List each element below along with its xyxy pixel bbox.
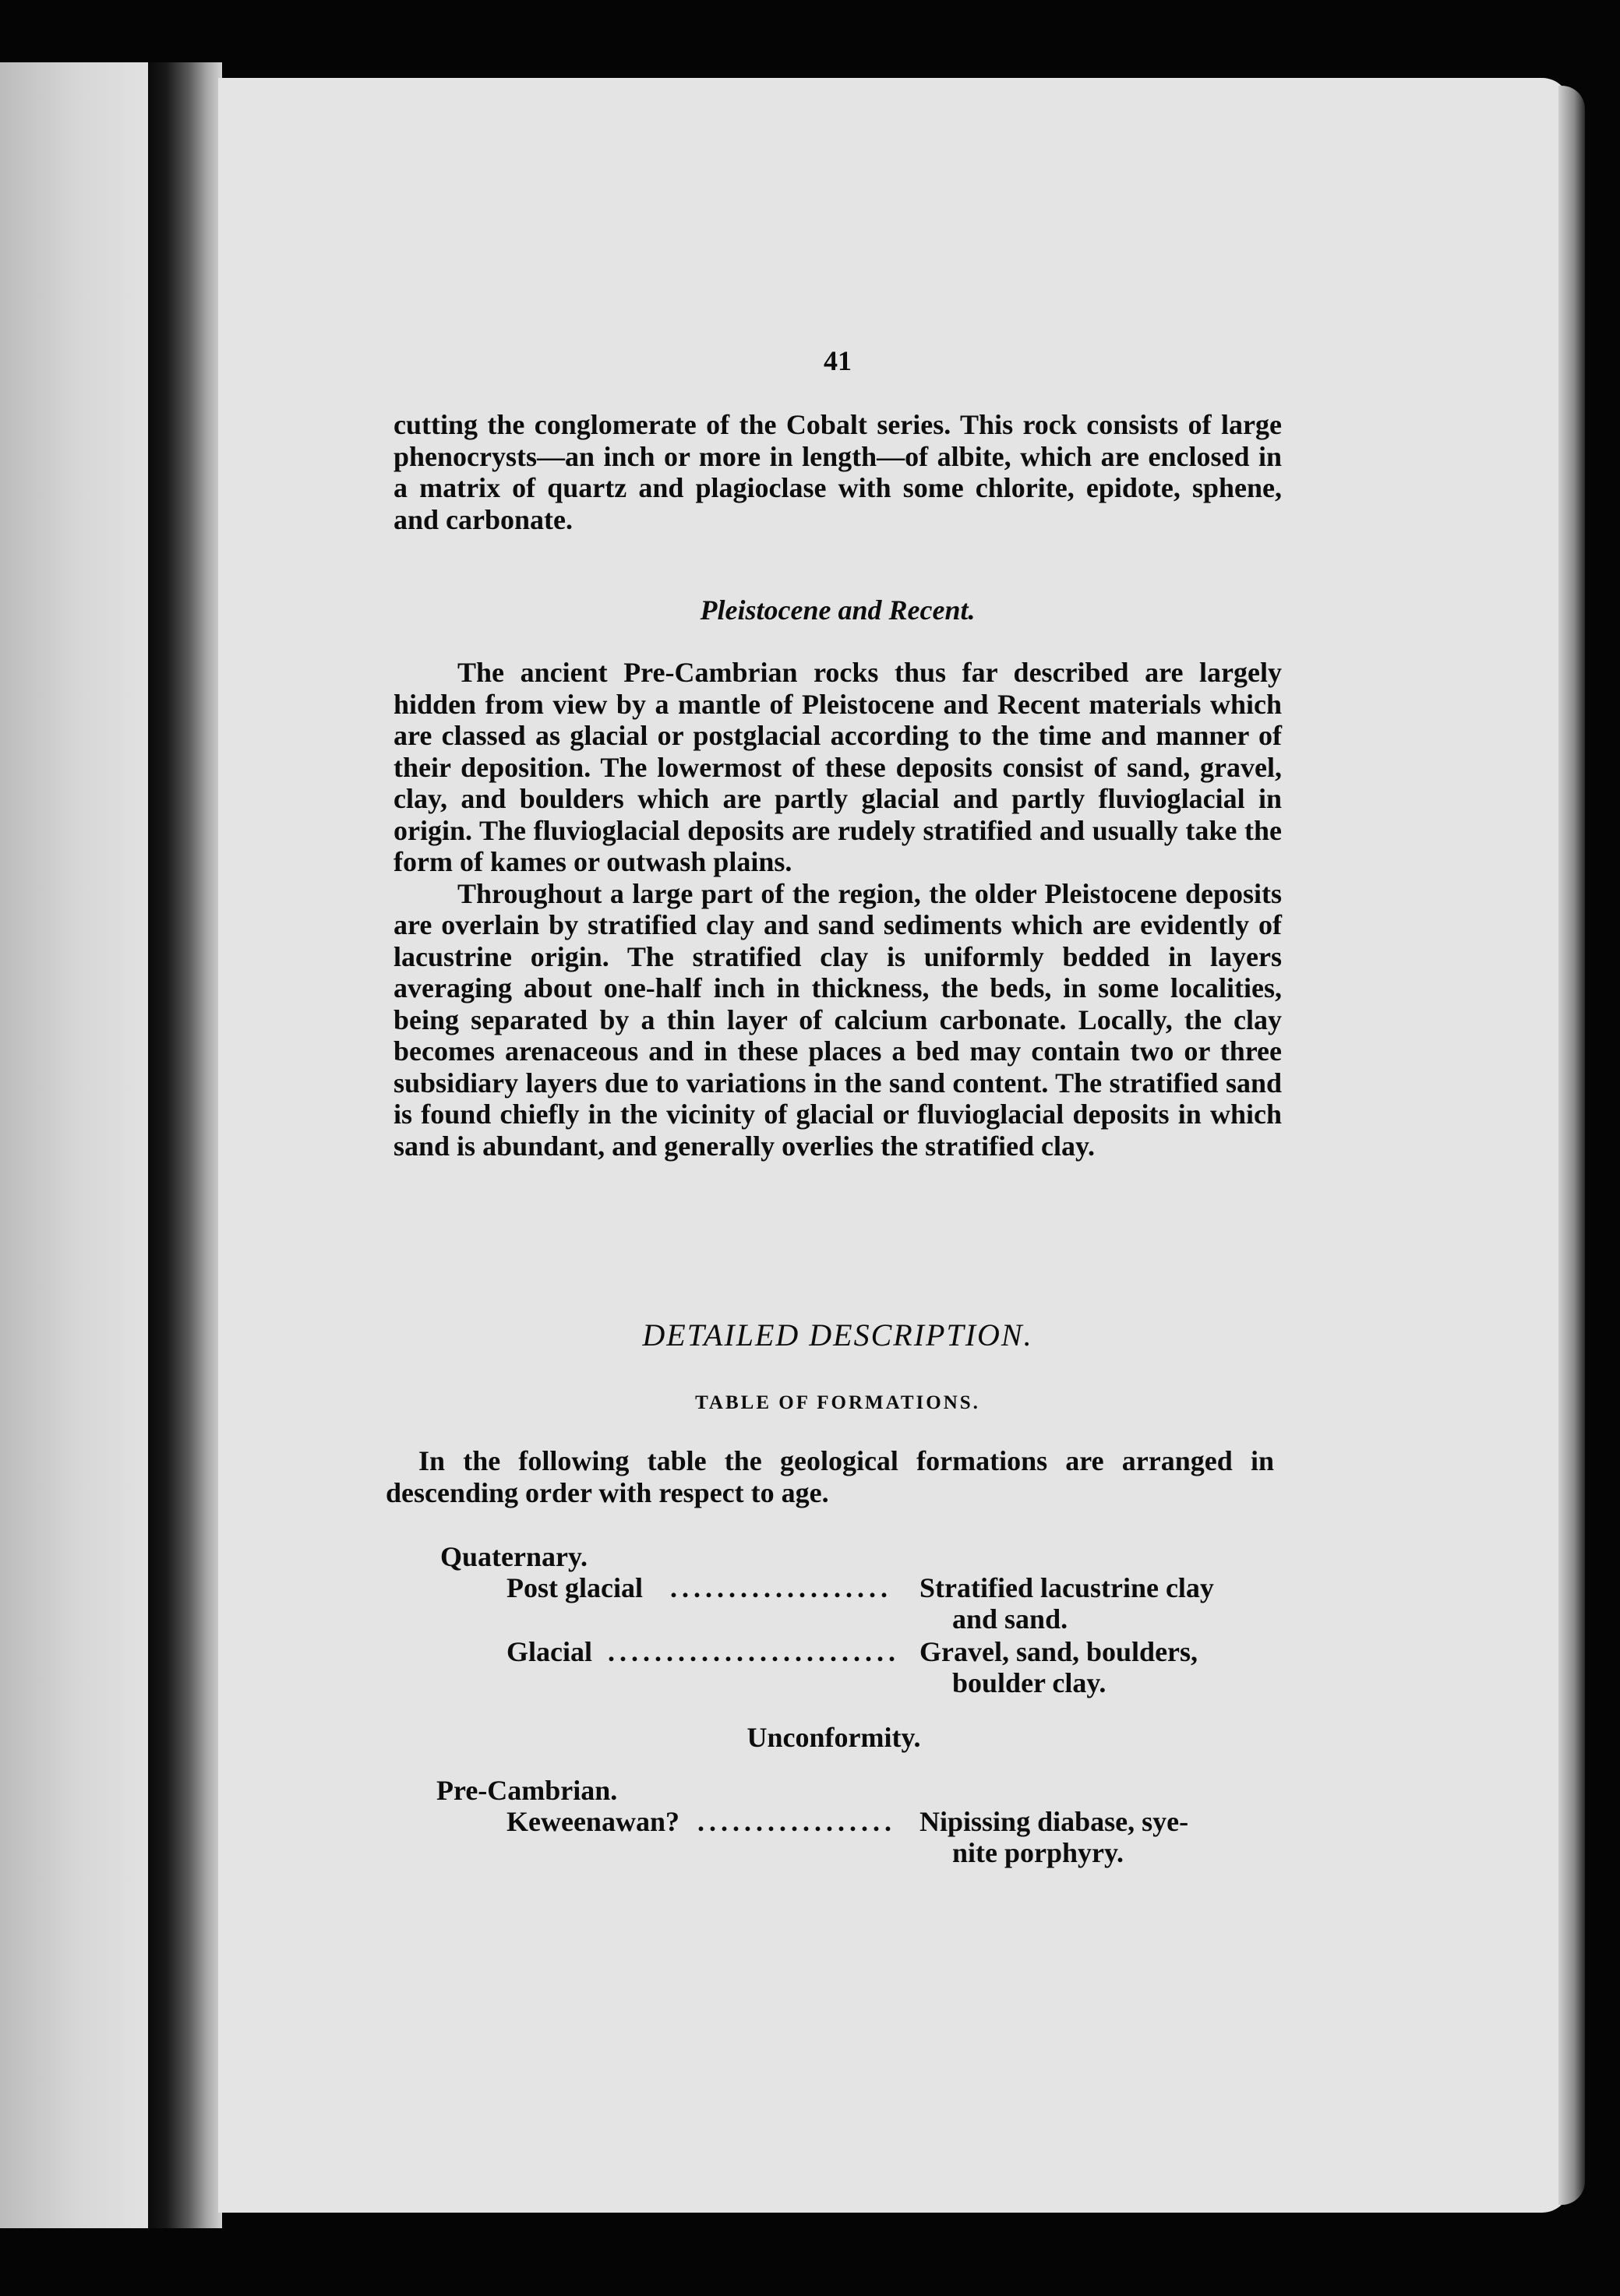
formation-description <box>919 1572 1266 1635</box>
description-line: nite porphyry. <box>952 1837 1124 1868</box>
formation-row <box>440 1636 1274 1700</box>
unconformity-label: Unconformity. <box>746 1722 921 1753</box>
table-intro <box>386 1445 1274 1508</box>
leader-dots: ......................... <box>608 1636 900 1667</box>
page-edge <box>1558 86 1585 2205</box>
paragraph: The ancient Pre-Cambrian rocks thus far described are largely hidden from view by a mantle of Pleistocene and Recent materials which are classed as glacial or postglacial according to the time and manner of their deposition. The lowermost of these deposits consist of sand, gravel, clay, and boulders which are partly glacial and partly fluvioglacial in origin. The fluvioglacial deposits are rudely stratified and usually take the form of kames or outwash plains. <box>394 657 1282 877</box>
table-heading: TABLE OF FORMATIONS. <box>695 1392 980 1413</box>
leader-dots: ................... <box>670 1572 892 1603</box>
description-line: boulder clay. <box>952 1667 1106 1698</box>
description-line: Stratified lacustrine clay <box>919 1572 1214 1603</box>
table-of-formations <box>436 1541 1274 1870</box>
section-heading: Pleistocene and Recent. <box>700 594 976 626</box>
description-line: Nipissing diabase, sye- <box>919 1806 1189 1837</box>
major-heading: DETAILED DESCRIPTION. <box>642 1317 1033 1353</box>
formation-row <box>440 1806 1274 1870</box>
formation-row <box>440 1572 1274 1636</box>
paragraph: In the following table the geological formations are arranged in descending order with respect to age. <box>386 1445 1274 1508</box>
paragraph: Throughout a large part of the region, the older Pleistocene deposits are overlain by stratified clay and sand sediments which are evidently of lacustrine origin. The stratified clay is uniformly bedded in layers averaging about one-half inch in thickness, the beds, in some localities, being separated by a thin layer of calcium carbonate. Locally, the clay becomes arenaceous and in these places a bed may contain two or three subsidiary layers due to variations in the sand content. The stratified sand is found chiefly in the vicinity of glacial or fluvioglacial deposits in which sand is abundant, and generally overlies the stratified clay. <box>394 877 1282 1162</box>
formation-name: Glacial <box>506 1636 592 1667</box>
era-label: Quaternary. <box>440 1541 588 1572</box>
left-facing-page <box>0 62 152 2228</box>
formation-description <box>919 1636 1266 1698</box>
formation-description <box>919 1806 1266 1868</box>
description-line: Gravel, sand, boulders, <box>919 1636 1198 1667</box>
era-label: Pre-Cambrian. <box>436 1775 618 1806</box>
description-line: and sand. <box>952 1603 1068 1635</box>
paragraph: cutting the conglomerate of the Cobalt series. This rock consists of large phenocrysts—an inch or more in length—of albite, which are enclosed in a matrix of quartz and plagioclase with some chlorite, epidote, sphene, and carbonate. <box>394 409 1282 535</box>
leader-dots: ................. <box>697 1806 896 1837</box>
opening-paragraph <box>394 409 1282 535</box>
page-number: 41 <box>824 345 852 376</box>
formation-name: Post glacial <box>506 1572 643 1603</box>
binding-gutter <box>148 62 222 2228</box>
section-body <box>394 657 1282 1162</box>
formation-name: Keweenawan? <box>506 1806 679 1837</box>
